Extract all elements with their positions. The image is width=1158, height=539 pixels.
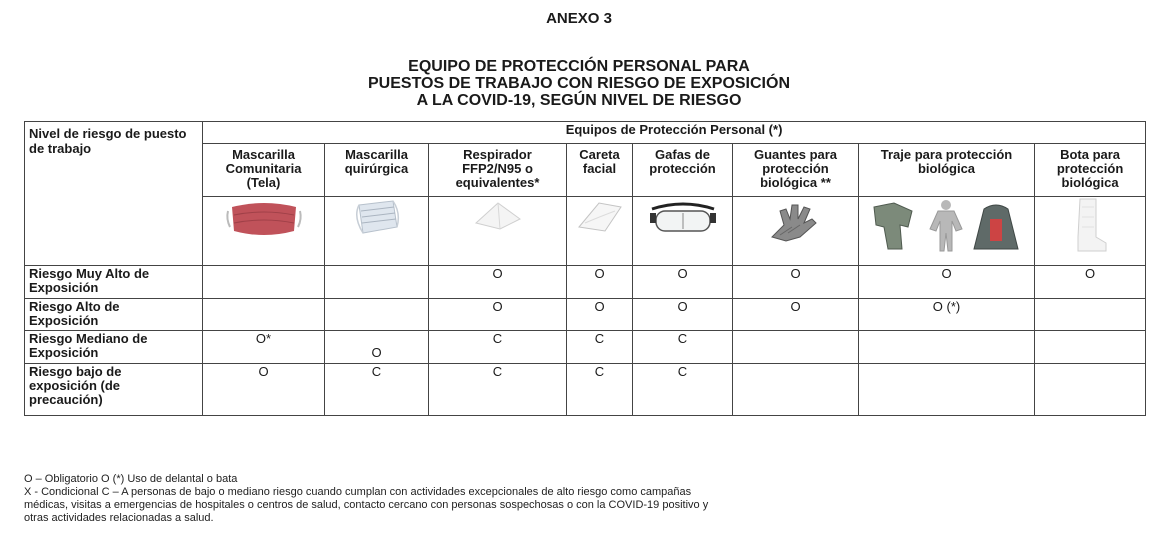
level-line: Riesgo Mediano de — [29, 331, 148, 346]
col-header-goggles: Gafas de protección — [633, 144, 733, 197]
cloth-mask-icon — [224, 197, 304, 241]
mark-cell — [325, 266, 429, 299]
risk-level-high — [25, 299, 203, 331]
col-header-cloth-mask: Mascarilla Comunitaria (Tela) — [203, 144, 325, 197]
note-line: O – Obligatorio O (*) Uso de delantal o bata — [24, 473, 238, 485]
risk-level-header: Nivel de riesgo de puesto de trabajo — [25, 122, 203, 266]
mark-cell: O — [733, 299, 859, 331]
level-line: Exposición — [29, 313, 99, 328]
mark-cell — [859, 331, 1035, 364]
table-row — [25, 299, 1146, 331]
heading-line-1: EQUIPO DE PROTECCIÓN PERSONAL PARA — [408, 58, 750, 75]
note-line: X - Condicional C – A personas de bajo o mediano riesgo cuando cumplan con actividades excepcionales de alto riesgo como campañas — [24, 486, 692, 498]
surgical-mask-icon — [353, 197, 401, 237]
heading-line-3: A LA COVID-19, SEGÚN NIVEL DE RIESGO — [416, 92, 742, 109]
mark-cell: O — [429, 266, 567, 299]
protective-suit-icon — [872, 197, 1022, 253]
mark-cell: C — [633, 364, 733, 416]
risk-level-low — [25, 364, 203, 416]
mark-cell: O — [567, 299, 633, 331]
mark-cell — [325, 299, 429, 331]
mark-cell — [1035, 364, 1146, 416]
gloves-image-cell — [733, 197, 859, 266]
gloves-icon — [766, 197, 826, 243]
mark-cell: O — [567, 266, 633, 299]
ppe-table — [24, 121, 1146, 416]
mark-cell: O* — [203, 331, 325, 364]
mark-cell — [203, 266, 325, 299]
mark-cell: O — [1035, 266, 1146, 299]
boot-image-cell — [1035, 197, 1146, 266]
mark-cell — [733, 364, 859, 416]
annex-title: ANEXO 3 — [546, 10, 612, 27]
table-row — [25, 364, 1146, 416]
table-row — [25, 266, 1146, 299]
col-header-gloves: Guantes para protección biológica ** — [733, 144, 859, 197]
mark-cell: C — [429, 331, 567, 364]
mark-cell: O — [633, 266, 733, 299]
note-line: otras actividades relacionadas a salud. — [24, 512, 214, 524]
document-heading — [0, 58, 1158, 109]
goggles-image-cell — [633, 197, 733, 266]
col-header-boot: Bota para protección biológica — [1035, 144, 1146, 197]
legend-notes — [24, 473, 1134, 525]
mark-cell: O — [429, 299, 567, 331]
cloth-mask-image-cell — [203, 197, 325, 266]
mark-cell — [859, 364, 1035, 416]
mark-cell: O (*) — [859, 299, 1035, 331]
level-line: Riesgo Alto de — [29, 299, 120, 314]
mark-cell: O — [633, 299, 733, 331]
level-line: precaución) — [29, 392, 103, 407]
mark-cell: C — [325, 364, 429, 416]
goggles-icon — [648, 197, 718, 237]
level-line: Riesgo bajo de — [29, 364, 122, 379]
surgical-mask-image-cell — [325, 197, 429, 266]
respirator-icon — [470, 197, 526, 233]
risk-level-very-high — [25, 266, 203, 299]
mark-cell — [1035, 299, 1146, 331]
suit-image-cell — [859, 197, 1035, 266]
level-line: Exposición — [29, 345, 99, 360]
respirator-image-cell — [429, 197, 567, 266]
mark-cell: C — [633, 331, 733, 364]
col-header-surgical-mask: Mascarilla quirúrgica — [325, 144, 429, 197]
ppe-group-header: Equipos de Protección Personal (*) — [203, 122, 1146, 144]
level-line: Riesgo Muy Alto de — [29, 266, 150, 281]
level-line: exposición (de — [29, 378, 121, 393]
mark-cell: O — [733, 266, 859, 299]
mark-cell: C — [567, 331, 633, 364]
mark-cell: C — [429, 364, 567, 416]
mark-cell — [203, 299, 325, 331]
col-header-face-shield: Careta facial — [567, 144, 633, 197]
mark-cell: O — [325, 331, 429, 364]
note-line: médicas, visitas a emergencias de hospitales o centros de salud, contacto cercano con personas sospechosas o con la COVID-19 positivo y — [24, 499, 709, 511]
heading-line-2: PUESTOS DE TRABAJO CON RIESGO DE EXPOSICIÓN — [368, 75, 790, 92]
face-shield-icon — [575, 197, 625, 233]
boot-cover-icon — [1070, 197, 1110, 253]
mark-cell: C — [567, 364, 633, 416]
face-shield-image-cell — [567, 197, 633, 266]
table-row — [25, 331, 1146, 364]
mark-cell — [1035, 331, 1146, 364]
mark-cell: O — [859, 266, 1035, 299]
mark-cell — [733, 331, 859, 364]
level-line: Exposición — [29, 280, 99, 295]
mark-cell: O — [203, 364, 325, 416]
col-header-respirator: Respirador FFP2/N95 o equivalentes* — [429, 144, 567, 197]
risk-level-medium — [25, 331, 203, 364]
col-header-suit: Traje para protección biológica — [859, 144, 1035, 197]
